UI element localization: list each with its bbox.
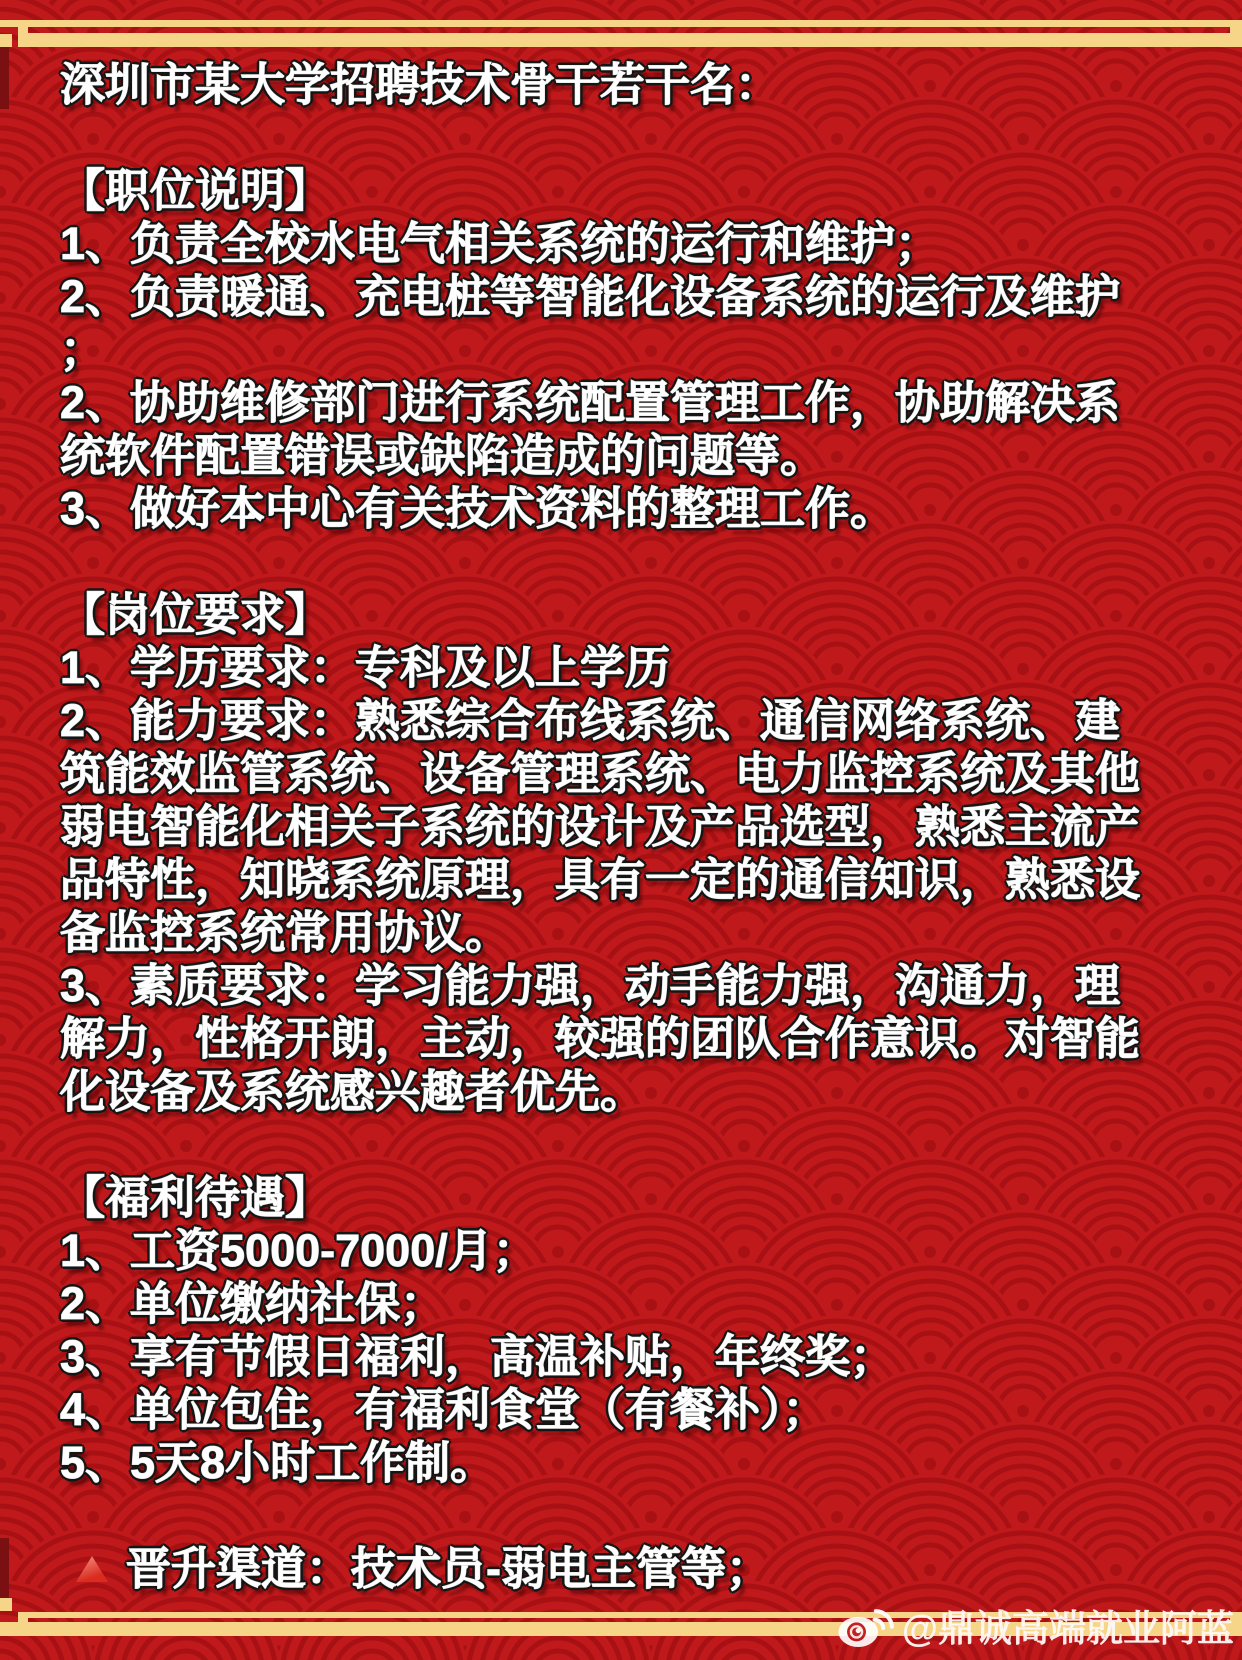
text-line: 3、做好本中心有关技术资料的整理工作。 (60, 483, 896, 534)
page-title: 深圳市某大学招聘技术骨干若干名： (60, 59, 781, 110)
text-line: 1、学历要求：专科及以上学历 (60, 642, 671, 693)
text-line: 2、单位缴纳社保； (60, 1278, 446, 1329)
promotion-text: 晋升渠道：技术员-弱电主管等； (126, 1543, 771, 1594)
text-line: 统软件配置错误或缺陷造成的问题等。 (60, 430, 826, 481)
section-heading: 【职位说明】 (60, 165, 331, 216)
top-left-maroon-accent (0, 47, 9, 109)
watermark (838, 1598, 1234, 1652)
weibo-icon (838, 1601, 894, 1649)
text-line: 筑能效监管系统、设备管理系统、电力监控系统及其他 (60, 748, 1141, 799)
spacer (60, 1489, 1190, 1542)
text-line: 1、负责全校水电气相关系统的运行和维护； (60, 218, 941, 269)
text-line: 2、能力要求：熟悉综合布线系统、通信网络系统、建 (60, 695, 1121, 746)
text-line: 2、负责暖通、充电桩等智能化设备系统的运行及维护 (60, 271, 1121, 322)
text-line: 解力，性格开朗，主动，较强的团队合作意识。对智能 (60, 1013, 1141, 1064)
bottom-left-corner-knot (18, 1612, 28, 1636)
watermark-handle: @鼎诚高端就业阿蓝 (901, 1608, 1234, 1649)
text-line: 品特性，知晓系统原理，具有一定的通信知识，熟悉设 (60, 854, 1141, 905)
text-line: 备监控系统常用协议。 (60, 907, 511, 958)
text-line: 3、素质要求：学习能力强，动手能力强，沟通力，理 (60, 960, 1121, 1011)
spacer (60, 535, 1190, 588)
red-triangle-icon (76, 1555, 108, 1582)
section-heading: 【岗位要求】 (60, 589, 331, 640)
job-posting-text (60, 58, 1190, 1595)
spacer (60, 1118, 1190, 1171)
text-line: 化设备及系统感兴趣者优先。 (60, 1066, 646, 1117)
text-line: ； (60, 324, 106, 375)
text-line: 4、单位包住，有福利食堂（有餐补）； (60, 1384, 828, 1435)
text-line: 1、工资5000-7000/月； (60, 1225, 538, 1276)
top-border-thick-line (28, 33, 1242, 47)
promotion-line (60, 1542, 1190, 1595)
text-line: 弱电智能化相关子系统的设计及产品选型，熟悉主流产 (60, 801, 1141, 852)
top-left-corner-knot (18, 20, 28, 47)
top-right-corner-connector (1230, 20, 1242, 47)
top-left-corner-stub (0, 34, 12, 47)
bottom-left-maroon-accent (0, 1538, 9, 1598)
text-line: 2、协助维修部门进行系统配置管理工作，协助解决系 (60, 377, 1121, 428)
text-line: 3、享有节假日福利，高温补贴，年终奖； (60, 1331, 896, 1382)
spacer (60, 111, 1190, 164)
bottom-left-corner-stub (0, 1598, 12, 1611)
sections-container (60, 111, 1190, 1489)
section-heading: 【福利待遇】 (60, 1172, 331, 1223)
text-line: 5、5天8小时工作制。 (60, 1437, 496, 1488)
top-border-thin-line (0, 20, 1242, 27)
